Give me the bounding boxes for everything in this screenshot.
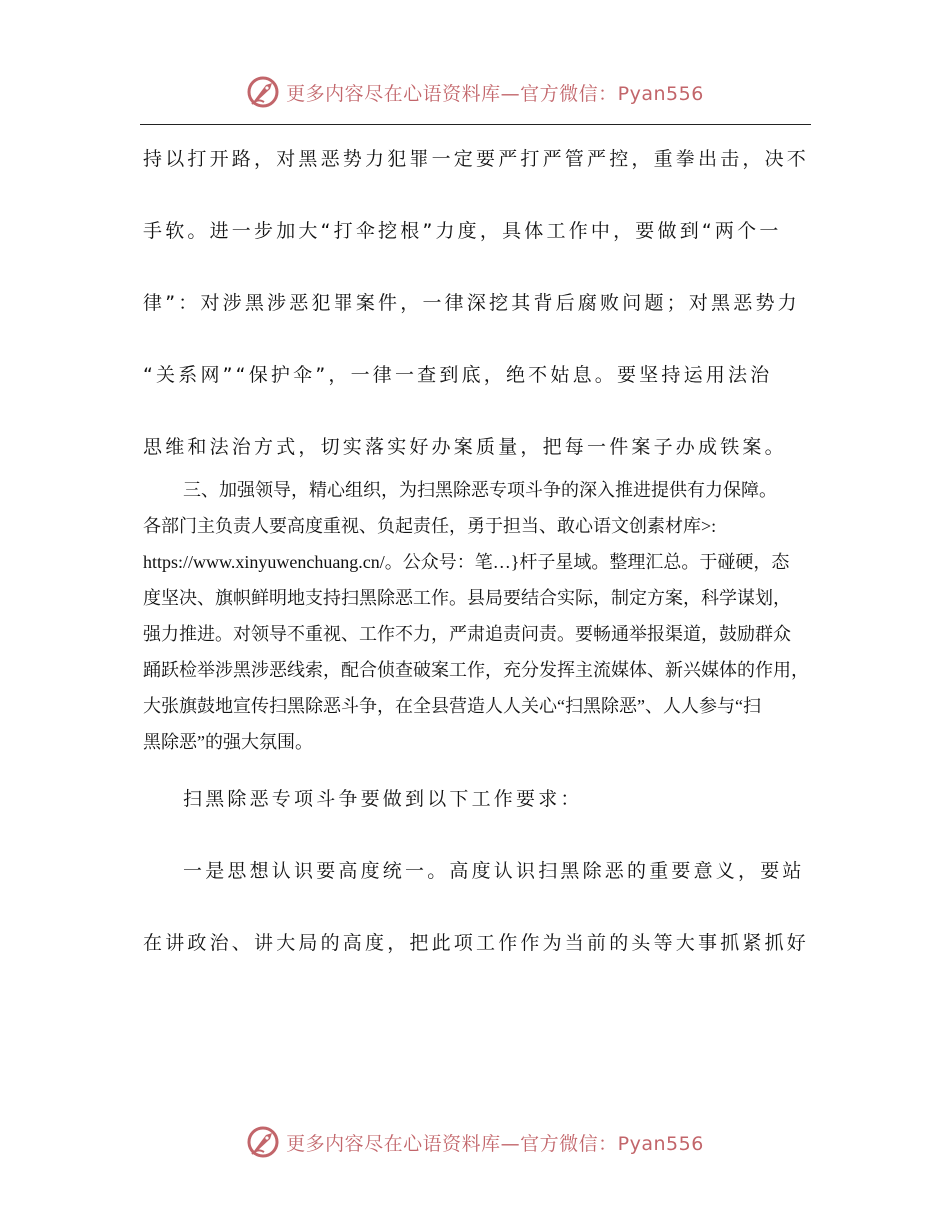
document-body [143, 136, 813, 992]
text-line: “关系网”“保护伞”，一律一查到底，绝不姑息。要坚持运用法治 [143, 364, 773, 386]
text-line: 黑除恶”的强大氛围。 [143, 732, 313, 752]
text-line: 持以打开路，对黑恶势力犯罪一定要严打严管严控，重拳出击，决不 [143, 148, 810, 170]
page-footer [0, 1122, 950, 1162]
paragraph-continuation [143, 136, 813, 496]
text-line: 各部门主负责人要高度重视、负起责任，勇于担当、敢心语文创素材库>: [143, 516, 717, 536]
text-line: 踊跃检举涉黑涉恶线索，配合侦查破案工作，充分发挥主流媒体、新兴媒体的作用， [143, 660, 809, 680]
text-line: 在讲政治、讲大局的高度，把此项工作作为当前的头等大事抓紧抓好 [143, 932, 810, 954]
text-line: 三、加强领导，精心组织，为扫黑除恶专项斗争的深入推进提供有力保障。 [183, 480, 777, 500]
footer-brand-text: 更多内容尽在心语资料库—官方微信：Pyan556 [286, 1132, 704, 1155]
header-divider [140, 124, 811, 125]
header-brand [246, 75, 704, 109]
text-line: 一是思想认识要高度统一。高度认识扫黑除恶的重要意义，要站 [183, 860, 805, 882]
text-line: 手软。进一步加大“打伞挖根”力度，具体工作中，要做到“两个一 [143, 220, 782, 242]
paragraph-requirements [143, 776, 813, 992]
text-line: 强力推进。对领导不重视、工作不力，严肃追责问责。要畅通举报渠道，鼓励群众 [143, 624, 791, 644]
paragraph-section-three [143, 472, 813, 760]
text-line: 思维和法治方式，切实落实好办案质量，把每一件案子办成铁案。 [143, 436, 787, 458]
text-line: 度坚决、旗帜鲜明地支持扫黑除恶工作。县局要结合实际，制定方案，科学谋划， [143, 588, 791, 608]
footer-brand [246, 1125, 704, 1159]
text-line: 律”：对涉黑涉恶犯罪案件，一律深挖其背后腐败问题；对黑恶势力 [143, 292, 800, 314]
page-header [0, 72, 950, 112]
text-line: 大张旗鼓地宣传扫黑除恶斗争，在全县营造人人关心“扫黑除恶”、人人参与“扫 [143, 696, 761, 716]
pen-nib-circle-icon [246, 1125, 280, 1159]
text-line: 扫黑除恶专项斗争要做到以下工作要求： [183, 788, 583, 810]
header-brand-text: 更多内容尽在心语资料库—官方微信：Pyan556 [286, 82, 704, 105]
text-line: https://www.xinyuwenchuang.cn/。公众号：笔…}杆子星域。整理汇总。于碰硬，态 [143, 552, 790, 572]
pen-nib-circle-icon [246, 75, 280, 109]
